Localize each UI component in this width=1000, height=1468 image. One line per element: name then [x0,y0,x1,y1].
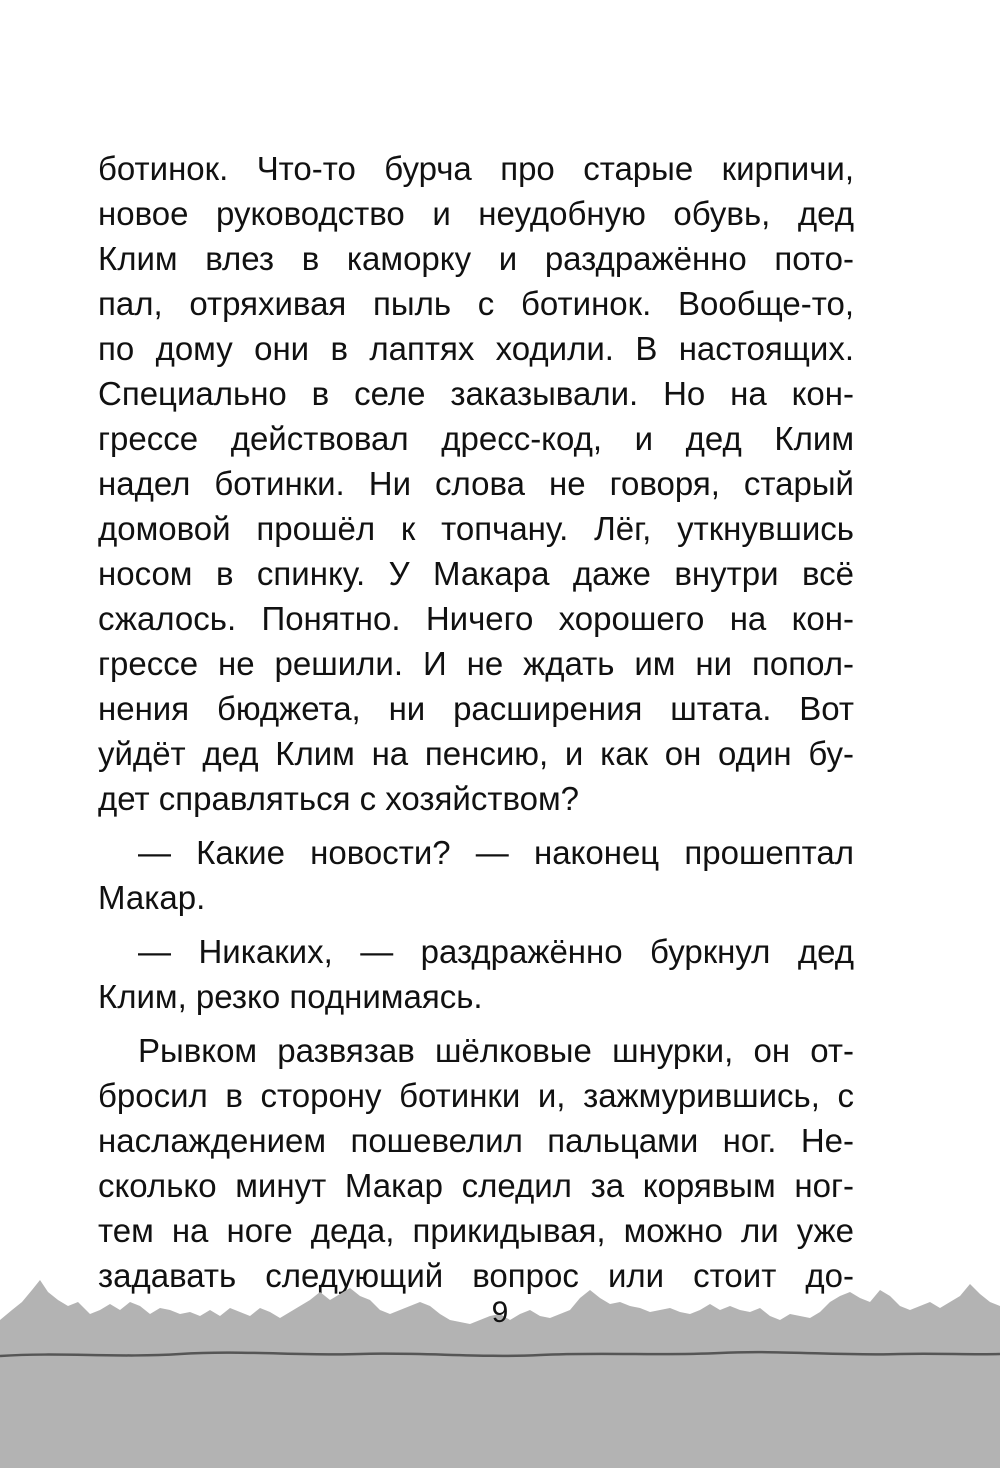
text-line: наслаждением пошевелил пальцами ног. Не- [98,1122,854,1159]
paragraph [98,830,854,920]
text-line: Макар. [98,879,206,916]
text-line: задавать следующий вопрос или стоит до- [98,1257,854,1294]
text-line: носом в спинку. У Макара даже внутри всё [98,555,854,592]
paragraph [98,929,854,1019]
paragraph [98,1028,854,1298]
text-line: домовой прошёл к топчану. Лёг, уткнувшись [98,510,854,547]
text-line: дет справляться с хозяйством? [98,780,579,817]
text-line: грессе действовал дресс-код, и дед Клим [98,420,854,457]
text-line: Клим влез в каморку и раздражённо пото- [98,240,854,277]
text-line: сжалось. Понятно. Ничего хорошего на кон- [98,600,854,637]
text-line: Рывком развязав шёлковые шнурки, он от- [138,1032,854,1069]
page-number: 9 [491,1296,509,1329]
text-line: бросил в сторону ботинки и, зажмурившись, с [98,1077,854,1114]
text-line: по дому они в лаптях ходили. В настоящих. [98,330,854,367]
text-line: Клим, резко поднимаясь. [98,978,483,1015]
text-line: Специально в селе заказывали. Но на кон- [98,375,854,412]
text-line: пал, отряхивая пыль с ботинок. Вообще-то, [98,285,854,322]
text-line: уйдёт дед Клим на пенсию, и как он один бу- [98,735,854,772]
text-line: нения бюджета, ни расширения штата. Вот [98,690,854,727]
text-line: — Какие новости? — наконец прошептал [138,834,854,871]
paragraph [98,146,854,821]
text-line: надел ботинки. Ни слова не говоря, старый [98,465,854,502]
text-line: тем на ноге деда, прикидывая, можно ли уже [98,1212,854,1249]
body-text [98,146,854,1298]
text-line: грессе не решили. И не ждать им ни попол- [98,645,854,682]
text-line: ботинок. Что-то бурча про старые кирпичи, [98,150,854,187]
text-line: новое руководство и неудобную обувь, дед [98,195,854,232]
text-line: — Никаких, — раздражённо буркнул дед [138,933,854,970]
text-line: сколько минут Макар следил за корявым ног- [98,1167,854,1204]
